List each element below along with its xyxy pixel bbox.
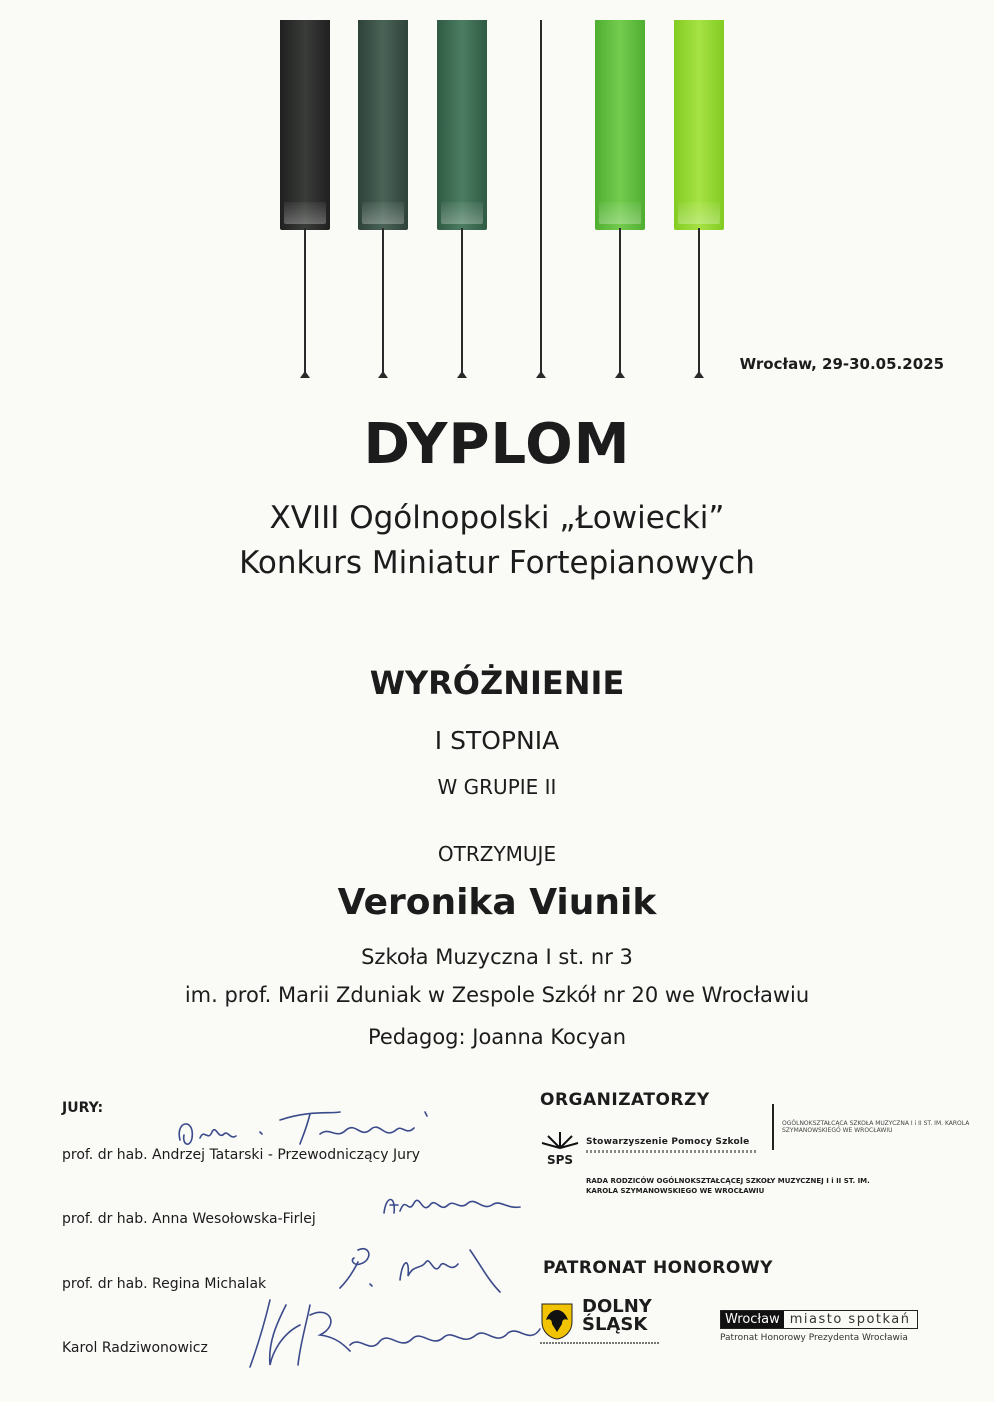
signature-wesolowska bbox=[380, 1185, 530, 1225]
piano-key-2 bbox=[358, 20, 408, 230]
piano-stem-3 bbox=[461, 228, 463, 376]
diploma-title: DYPLOM bbox=[363, 412, 631, 477]
piano-stem-4 bbox=[540, 20, 542, 376]
jury-member-4: Karol Radziwonowicz bbox=[62, 1340, 208, 1356]
piano-key-5 bbox=[595, 20, 645, 230]
award-title: WYRÓŻNIENIE bbox=[369, 664, 625, 702]
piano-key-6 bbox=[674, 20, 724, 230]
piano-stem-1 bbox=[304, 228, 306, 376]
wroclaw-logo-tagline: miasto spotkań bbox=[789, 1312, 911, 1327]
signature-tatarski bbox=[170, 1100, 450, 1160]
jury-member-1: prof. dr hab. Andrzej Tatarski - Przewodniczący Jury bbox=[62, 1147, 420, 1163]
award-group: W GRUPIE II bbox=[437, 775, 557, 799]
wroclaw-logo-name: Wrocław bbox=[721, 1311, 784, 1328]
parents-council-text: RADA RODZICÓW OGÓLNOKSZTAŁCĄCEJ SZKOŁY MUZYCZNEJ I i II ST. IM. KAROLA SZYMANOWSKIEGO WE WROCŁAWIU bbox=[586, 1177, 870, 1195]
competition-name-line2: Konkurs Miniatur Fortepianowych bbox=[239, 545, 755, 581]
wroclaw-caption: Patronat Honorowy Prezydenta Wrocławia bbox=[720, 1333, 908, 1343]
dolny-slask-text bbox=[582, 1298, 652, 1334]
teacher-name: Pedagog: Joanna Kocyan bbox=[367, 1025, 627, 1049]
piano-stem-2 bbox=[382, 228, 384, 376]
dolny-slask-line2: ŚLĄSK bbox=[582, 1314, 648, 1335]
school-logo-divider bbox=[772, 1104, 774, 1150]
competition-name-line1: XVIII Ogólnopolski „Łowiecki” bbox=[269, 500, 725, 536]
wroclaw-logo bbox=[720, 1310, 918, 1329]
recipient-name: Veronika Viunik bbox=[337, 882, 657, 923]
signature-radziwonowicz bbox=[240, 1285, 560, 1375]
school-line2: im. prof. Marii Zduniak w Zespole Szkół nr 20 we Wrocławiu bbox=[184, 983, 810, 1007]
sps-logo-text: SPS bbox=[546, 1153, 574, 1167]
dolny-slask-subtitle-decoration bbox=[540, 1342, 660, 1344]
jury-label: JURY: bbox=[62, 1100, 104, 1116]
piano-stem-5 bbox=[619, 228, 621, 376]
dolny-slask-logo bbox=[540, 1302, 574, 1344]
issue-date: Wrocław, 29-30.05.2025 bbox=[739, 355, 944, 373]
jury-member-2: prof. dr hab. Anna Wesołowska-Firlej bbox=[62, 1211, 316, 1227]
sunrise-icon bbox=[538, 1128, 582, 1150]
patronage-label: PATRONAT HONOROWY bbox=[543, 1258, 773, 1278]
receives-label: OTRZYMUJE bbox=[437, 842, 557, 866]
sps-logo bbox=[538, 1128, 582, 1167]
piano-key-3 bbox=[437, 20, 487, 230]
school-logo-text: OGÓLNOKSZTAŁCĄCA SZKOŁA MUZYCZNA I i II ST. IM. KAROLA SZYMANOWSKIEGO WE WROCŁAWIU bbox=[782, 1120, 970, 1134]
piano-stem-6 bbox=[698, 228, 700, 376]
jury-member-3: prof. dr hab. Regina Michalak bbox=[62, 1276, 267, 1292]
sps-subtitle-decoration bbox=[586, 1150, 756, 1153]
sps-name: Stowarzyszenie Pomocy Szkole bbox=[586, 1137, 750, 1147]
dolny-slask-line1: DOLNY bbox=[582, 1296, 652, 1317]
organizers-label: ORGANIZATORZY bbox=[540, 1090, 710, 1110]
piano-key-1 bbox=[280, 20, 330, 230]
eagle-crest-icon bbox=[540, 1302, 574, 1340]
award-degree: I STOPNIA bbox=[434, 726, 560, 755]
school-line1: Szkoła Muzyczna I st. nr 3 bbox=[361, 945, 633, 969]
